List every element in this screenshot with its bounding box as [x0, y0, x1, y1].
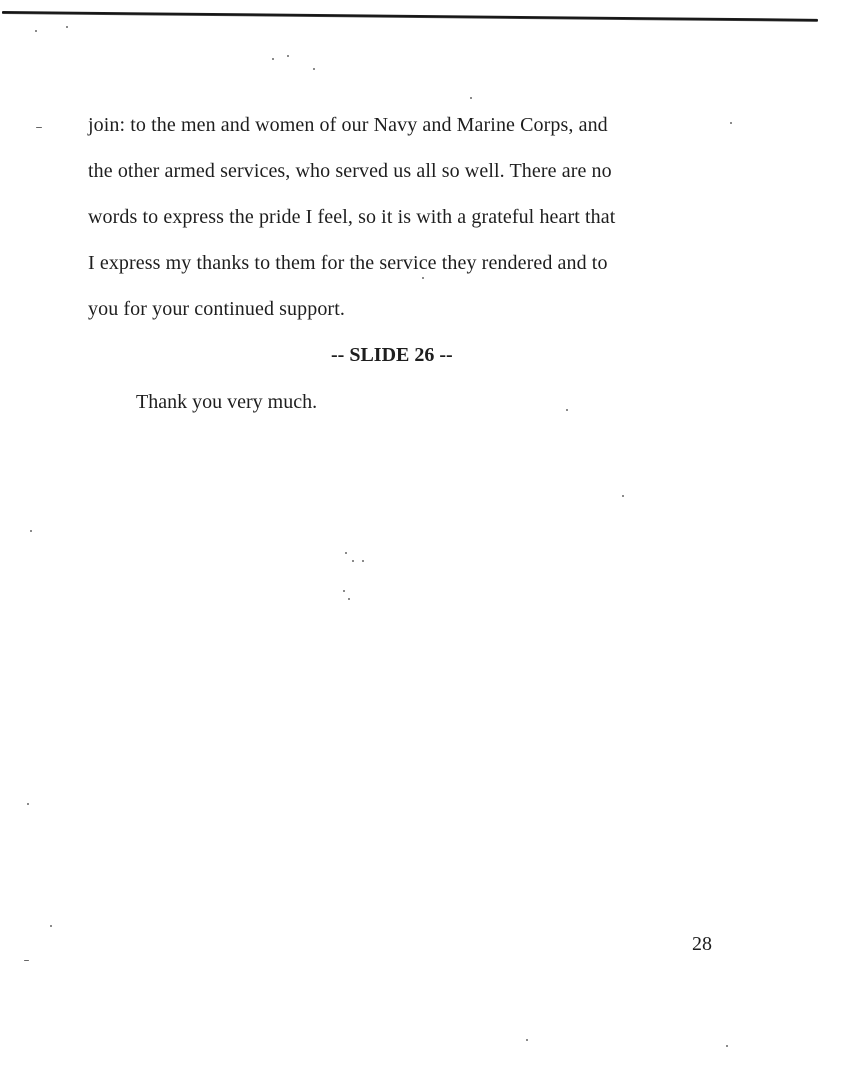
- slide-marker: -- SLIDE 26 --: [331, 344, 453, 366]
- body-line: you for your continued support.: [88, 298, 345, 320]
- page-number: 28: [692, 933, 712, 955]
- body-line: join: to the men and women of our Navy and Marine Corps, and: [88, 114, 608, 136]
- body-line: words to express the pride I feel, so it is with a grateful heart that: [88, 206, 616, 228]
- closing-line: Thank you very much.: [136, 391, 318, 413]
- body-line: the other armed services, who served us all so well. There are no: [88, 160, 612, 182]
- body-line: I express my thanks to them for the service they rendered and to: [88, 252, 608, 274]
- top-rule: [2, 11, 818, 22]
